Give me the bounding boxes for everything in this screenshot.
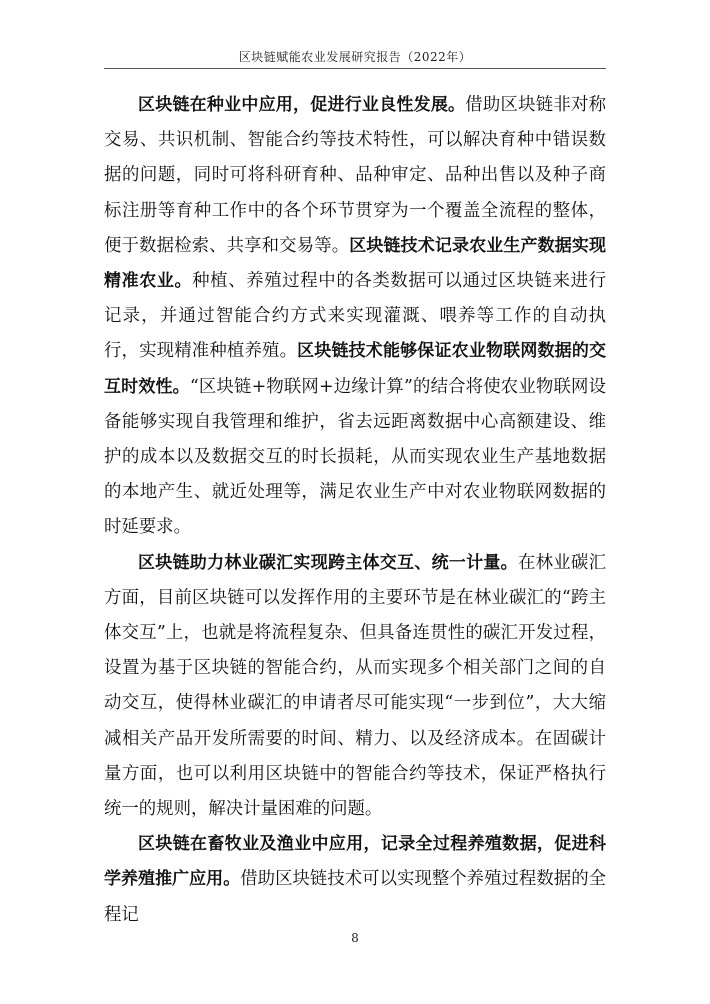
text-livestock-fishery: 借助区块链技术可以实现整个养殖过程数据的全程记 xyxy=(104,869,606,925)
bold-lead-precision-agriculture: 区块链技术记录农业生产数据实现精准农业。 xyxy=(104,235,606,292)
text-seed-industry: 借助区块链非对称交易、共识机制、智能合约等技术特性，可以解决育种中错误数据的问题，同时可将科研育种、品种审定、品种出售以及种子商标注册等育种工作中的各个环节贯穿为一个覆盖全流程的整体，便于数据检索、共享和交易等。 xyxy=(104,95,606,256)
text-precision-agriculture: 种植、养殖过程中的各类数据可以通过区块链来进行记录，并通过智能合约方式来实现灌溉、喂养等工作的自动执行，实现精准种植养殖。 xyxy=(104,271,606,362)
bold-lead-iot-timeliness: 区块链技术能够保证农业物联网数据的交互时效性。 xyxy=(104,341,606,397)
text-forestry-carbon: 在林业碳汇方面，目前区块链可以发挥作用的主要环节是在林业碳汇的“跨主体交互”上，也就是将流程复杂、但具备连贯性的碳汇开发过程，设置为基于区块链的智能合约，从而实现多个相关部门之间的自动交互，使得林业碳汇的申请者尽可能实现“一步到位”，大大缩减相关产品开发所需要的时间、精力、以及经济成本。在固碳计量方面，也可以利用区块链中的智能合约等技术，保证严格执行统一的规则，解决计量困难的问题。 xyxy=(104,552,606,820)
body-text xyxy=(104,88,606,933)
bold-lead-seed-industry: 区块链在种业中应用，促进行业良性发展。 xyxy=(138,95,466,115)
page-number: 8 xyxy=(351,931,359,945)
header-divider xyxy=(104,68,606,69)
paragraph-livestock-fishery xyxy=(104,827,606,933)
bold-lead-forestry-carbon: 区块链助力林业碳汇实现跨主体交互、统一计量。 xyxy=(138,552,518,573)
bold-lead-livestock-fishery: 区块链在畜牧业及渔业中应用，记录全过程养殖数据，促进科学养殖推广应用。 xyxy=(104,834,606,890)
text-iot-timeliness: “区块链+物联网+边缘计算”的结合将使农业物联网设备能够实现自我管理和维护，省去远距离数据中心高额建设、维护的成本以及数据交互的时长损耗，从而实现农业生产基地数据的本地产生、就近处理等，满足农业生产中对农业物联网数据的时延要求。 xyxy=(104,376,606,538)
paragraph-forestry-carbon xyxy=(104,546,606,828)
header-title: 区块链赋能农业发展研究报告（2022年） xyxy=(238,50,472,64)
paragraph-seed-industry xyxy=(104,88,606,546)
